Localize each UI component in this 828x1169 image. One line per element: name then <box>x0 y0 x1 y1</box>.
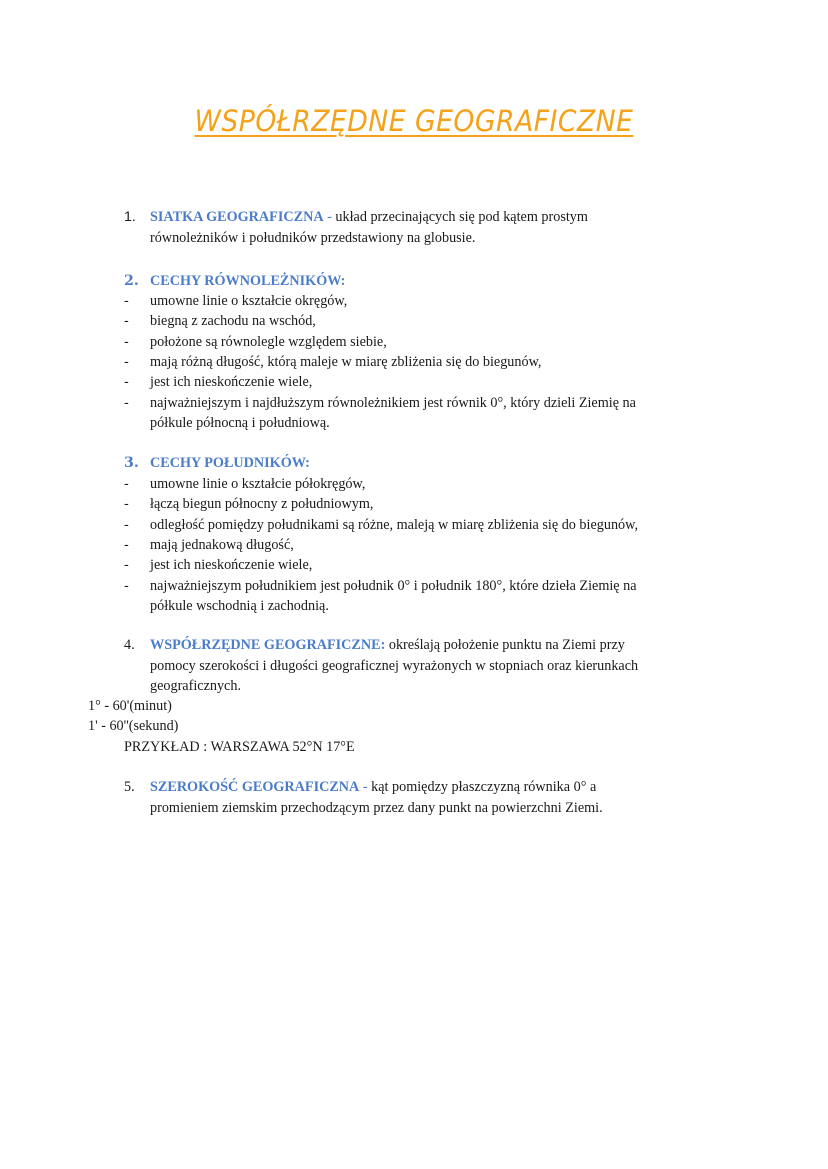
text-line: geograficznych. <box>150 678 241 694</box>
section-number: 1. <box>124 209 136 225</box>
section-heading: WSPÓŁRZĘDNE GEOGRAFICZNE: <box>150 637 386 653</box>
separator: - <box>359 779 372 795</box>
list-item: półkule północną i południową. <box>150 414 330 431</box>
list-item: najważniejszym południkiem jest południk 0° i południk 180°, które dzieła Ziemię na <box>150 577 637 594</box>
separator: - <box>323 209 336 225</box>
section-4-line <box>150 635 625 655</box>
note-line: 1° - 60'(minut) <box>88 698 172 714</box>
list-item: umowne linie o kształcie półokręgów, <box>150 476 366 492</box>
text-line: promieniem ziemskim przechodzącym przez dany punkt na powierzchni Ziemi. <box>150 800 603 816</box>
text-line: równoleżników i południków przedstawiony na globusie. <box>150 230 476 246</box>
bullet-dash: - <box>124 353 129 370</box>
bullet-dash: - <box>124 374 129 391</box>
list-item: jest ich nieskończenie wiele, <box>150 374 313 391</box>
bullet-dash: - <box>124 333 129 350</box>
list-item: biegną z zachodu na wschód, <box>150 313 316 330</box>
list-item: położone są równolegle względem siebie, <box>150 333 387 350</box>
section-heading: CECHY POŁUDNIKÓW: <box>150 455 310 471</box>
note-line: 1' - 60''(sekund) <box>88 718 179 734</box>
example-line: PRZYKŁAD : WARSZAWA 52°N 17°E <box>124 739 355 755</box>
bullet-dash: - <box>124 577 129 594</box>
page-title: WSPÓŁRZĘDNE GEOGRAFICZNE <box>194 104 634 138</box>
list-item: odległość pomiędzy południkami są różne, maleją w miarę zbliżenia się do biegunów, <box>150 516 639 533</box>
section-1-line <box>150 207 588 227</box>
text: układ przecinających się pod kątem prostym <box>335 209 588 225</box>
bullet-dash: - <box>124 557 129 574</box>
text: określają położenie punktu na Ziemi przy <box>388 637 625 653</box>
bullet-dash: - <box>124 313 129 330</box>
bullet-dash: - <box>124 496 129 513</box>
section-number: 3. <box>124 455 139 471</box>
list-item: mają jednakową długość, <box>150 536 294 553</box>
bullet-dash: - <box>124 536 129 553</box>
list-item: jest ich nieskończenie wiele, <box>150 557 313 574</box>
text: kąt pomiędzy płaszczyzną równika 0° a <box>371 779 597 795</box>
text-line: pomocy szerokości i długości geograficznej wyrażonych w stopniach oraz kierunkach <box>150 658 639 674</box>
section-5-line <box>150 777 596 797</box>
section-number: 5. <box>124 779 135 795</box>
section-number: 2. <box>124 273 139 289</box>
section-heading: SZEROKOŚĆ GEOGRAFICZNA <box>150 779 360 795</box>
list-item: umowne linie o kształcie okręgów, <box>150 293 348 309</box>
bullet-dash: - <box>124 394 129 411</box>
bullet-dash: - <box>124 293 129 309</box>
section-heading: CECHY RÓWNOLEŻNIKÓW: <box>150 273 346 289</box>
section-heading: SIATKA GEOGRAFICZNA <box>150 209 324 225</box>
list-item: łączą biegun północny z południowym, <box>150 496 374 513</box>
list-item: najważniejszym i najdłuższym równoleżnikiem jest równik 0°, który dzieli Ziemię na <box>150 394 636 411</box>
bullet-dash: - <box>124 476 129 492</box>
section-number: 4. <box>124 637 135 653</box>
list-item: mają różną długość, którą maleje w miarę zbliżenia się do biegunów, <box>150 353 542 370</box>
list-item: półkule wschodnią i zachodnią. <box>150 597 329 614</box>
bullet-dash: - <box>124 516 129 533</box>
